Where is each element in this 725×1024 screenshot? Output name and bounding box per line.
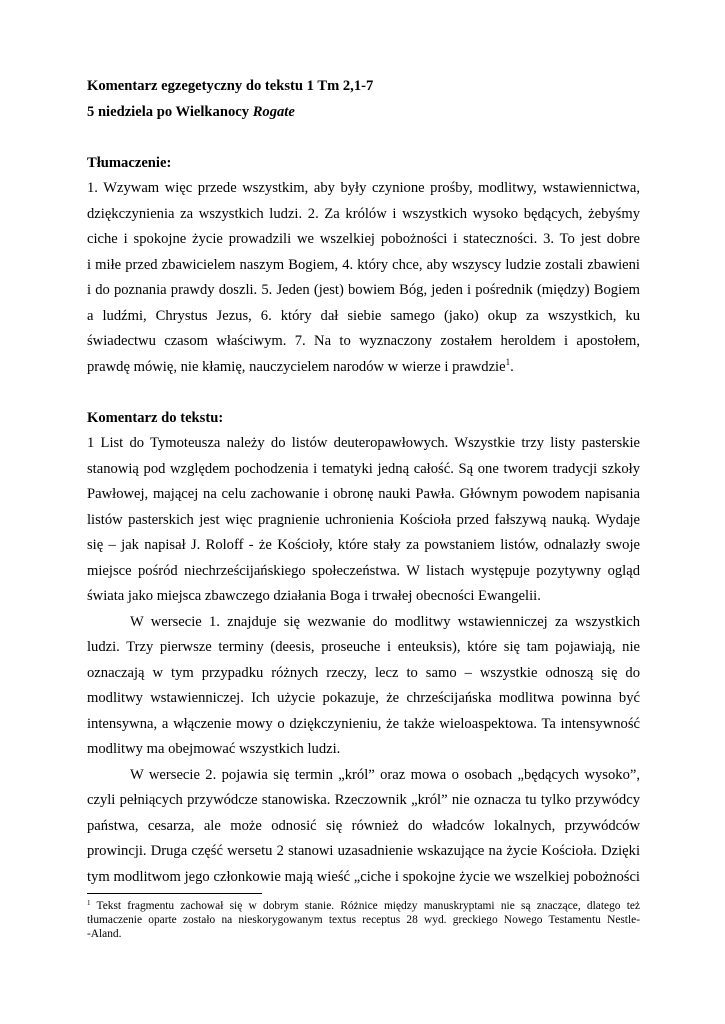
translation-last-text: prawdę mówię, nie kłamię, nauczycielem narodów w wierze i prawdzie xyxy=(87,358,506,375)
commentary-paragraph-2 xyxy=(87,610,640,763)
commentary-line: Pawłowej, mającej na celu zachowanie i obronę nauki Pawła. Głównym powodem napisania xyxy=(87,486,640,502)
commentary-line: W wersecie 1. znajduje się wezwanie do modlitwy wstawienniczej za wszystkich xyxy=(130,613,640,630)
commentary-line: prowincji. Druga część wersetu 2 stanowi uzasadnienie wskazujące na życie Kościoła. Dzięki xyxy=(87,843,640,859)
commentary-line: W wersecie 2. pojawia się termin „król” oraz mowa o osobach „będących wysoko”, xyxy=(130,766,640,783)
footnote-line xyxy=(87,899,640,913)
commentary-paragraph-3 xyxy=(87,763,640,891)
commentary-line: listów pasterskich jest więc pragnienie uchronienia Kościoła przed fałszywą nauką. Wydaje xyxy=(87,511,640,528)
commentary-line: modlitwy wstawienniczej. Ich użycie pokazuje, że chrześcijańska modlitwa powinna być xyxy=(87,690,640,706)
commentary-line-last: świata jako miejsca zbawczego działania Boga i trwałej obecności Ewangelii. xyxy=(87,588,541,604)
translation-line: świadectwu czasom właściwym. 7. Na to wyznaczony zostałem heroldem i apostołem, xyxy=(87,333,640,349)
commentary-paragraph-1 xyxy=(87,431,640,610)
spacer xyxy=(87,380,640,406)
translation-line: 1. Wzywam więc przede wszystkim, aby były czynione prośby, modlitwy, wstawiennictwa, xyxy=(87,180,640,196)
document-title: Komentarz egzegetyczny do tekstu 1 Tm 2,1-7 xyxy=(87,78,374,94)
commentary-line-last: modlitwy ma obejmować wszystkich ludzi. xyxy=(87,741,341,757)
commentary-line: ludzi. Trzy pierwsze terminy (deesis, proseuche i enteuksis), które się tam pojawiają, nie xyxy=(87,639,640,655)
footnote-line-last: -Aland. xyxy=(87,928,122,940)
commentary-heading: Komentarz do tekstu: xyxy=(87,409,224,426)
commentary-line: 1 List do Tymoteusza należy do listów deuteropawłowych. Wszystkie trzy listy pasterskie xyxy=(87,435,640,451)
footnote xyxy=(87,899,640,941)
spacer xyxy=(87,125,640,151)
translation-line: a ludźmi, Chrystus Jezus, 6. który dał siebie samego (jako) okup za wszystkich, ku xyxy=(87,307,640,324)
footnote-reference[interactable]: 1 xyxy=(505,356,511,367)
commentary-line: się – jak napisał J. Roloff - że Kościoły, które stały za powstaniem listów, odnalazły swoje xyxy=(87,537,640,553)
footnote-line: tłumaczenie oparte zostało na nieskorygowanym textus receptus 28 wyd. greckiego Nowego Testamentu Nestle- xyxy=(87,914,640,926)
commentary-line: oznaczają w tym przypadku różnych rzeczy, lecz to samo – wszystkie odnoszą się do xyxy=(87,664,640,681)
document-body xyxy=(87,74,640,890)
footnote-number: 1 xyxy=(87,899,91,907)
commentary-line: czyli pełniących przywódcze stanowiska. Rzeczownik „król” nie oznacza tu tylko przywódcy xyxy=(87,792,640,808)
translation-line: dziękczynienia za wszystkich ludzi. 2. Za królów i wszystkich wysoko będących, żebyśmy xyxy=(87,205,640,222)
commentary-line: miejsce pośród niechrześcijańskiego społeczeństwa. W listach występuje pozytywny ogląd xyxy=(87,562,640,579)
commentary-line: państwa, cesarza, ale może odnosić się również do władców lokalnych, przywódców xyxy=(87,817,640,834)
translation-line-last xyxy=(87,355,640,381)
translation-section xyxy=(87,176,640,380)
subtitle-text: 5 niedziela po Wielkanocy xyxy=(87,103,253,120)
commentary-line: intensywna, a włączenie mowy o dziękczynieniu, że także wieloaspektowa. Ta intensywność xyxy=(87,715,640,732)
translation-line: i do poznania prawdy doszli. 5. Jeden (jest) bowiem Bóg, jeden i pośrednik (między) Bogiem xyxy=(87,282,640,298)
commentary-line: stanowią pod względem pochodzenia i tematyki jedną całość. Są one tworem tradycji szkoły xyxy=(87,460,640,477)
footnote-divider xyxy=(87,893,262,894)
translation-line: i miłe przed zbawicielem naszym Bogiem, 4. który chce, aby wszyscy ludzie zostali zbawieni xyxy=(87,256,640,273)
translation-line: ciche i spokojne życie prowadzili we wszelkiej pobożności i stateczności. 3. To jest dobre xyxy=(87,231,640,247)
subtitle-italic: Rogate xyxy=(252,103,295,120)
commentary-line: tym modlitwom jego członkowie mają wieść „ciche i spokojne życie we wszelkiej pobożności xyxy=(87,868,640,885)
document-subtitle xyxy=(87,100,640,126)
translation-heading: Tłumaczenie: xyxy=(87,154,172,171)
translation-last-end: . xyxy=(510,358,514,375)
footnote-text: Tekst fragmentu zachował się w dobrym stanie. Różnice między manuskryptami nie są znaczące, dlatego też xyxy=(90,900,640,912)
